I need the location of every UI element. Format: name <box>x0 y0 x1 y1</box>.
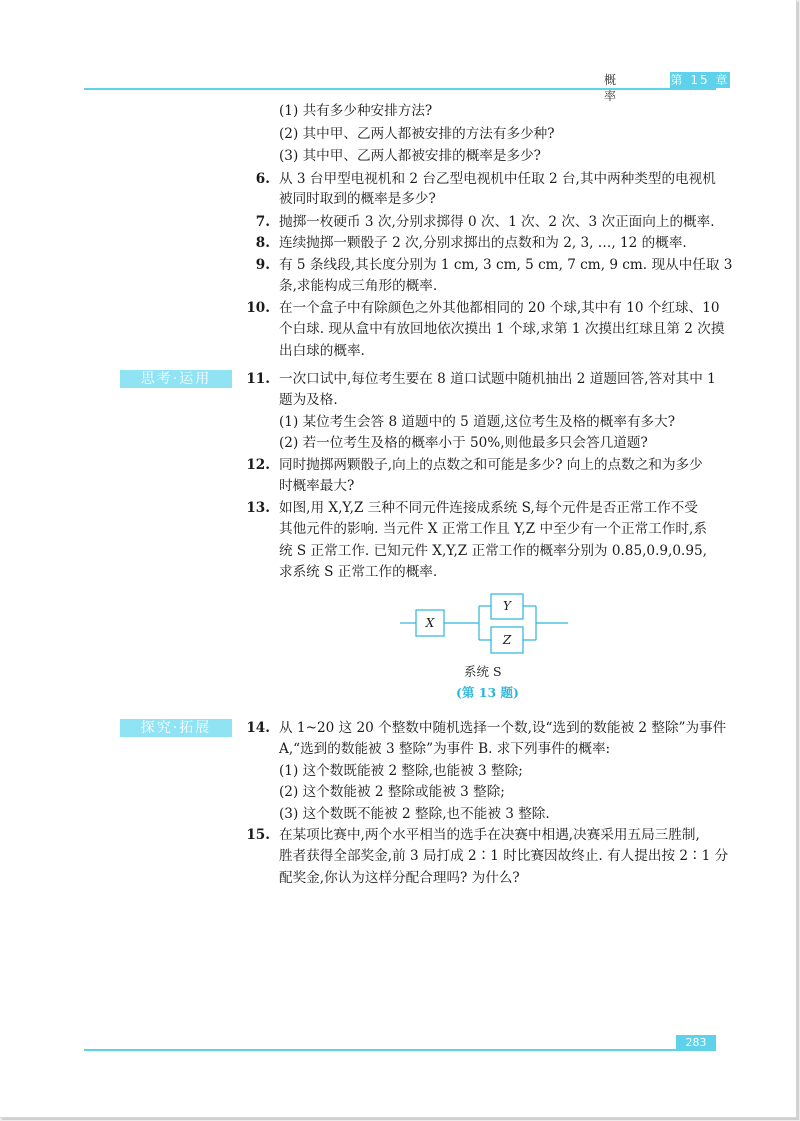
question-text: 抛掷一枚硬币 3 次,分别求掷得 0 次、1 次、2 次、3 次正面向上的概率. <box>279 214 715 230</box>
component-y-label: Y <box>503 599 511 613</box>
component-z-label: Z <box>502 633 512 647</box>
question-text: 配奖金,你认为这样分配合理吗? 为什么? <box>279 870 520 886</box>
question-text: 求系统 S 正常工作的概率. <box>279 564 438 580</box>
question-number: 12. <box>246 457 270 473</box>
question-text: 连续抛掷一颗骰子 2 次,分别求掷出的点数和为 2, 3, …, 12 的概率. <box>279 235 687 251</box>
sub-item: (1) 共有多少种安排方法? <box>279 103 433 119</box>
question-text: 出白球的概率. <box>279 343 365 359</box>
figure-label: (第 13 题) <box>456 685 519 700</box>
question-text: 在一个盒子中有除颜色之外其他都相同的 20 个球,其中有 10 个红球、10 <box>279 300 720 316</box>
running-header <box>592 72 730 103</box>
system-diagram <box>395 588 575 660</box>
question-text: 一次口试中,每位考生要在 8 道口试题中随机抽出 2 道题回答,答对其中 1 <box>279 371 716 387</box>
question-text: 有 5 条线段,其长度分别为 1 cm, 3 cm, 5 cm, 7 cm, 9 cm. 现从中任取 3 <box>279 257 733 273</box>
question-number: 6. <box>255 171 270 187</box>
sub-item: (2) 这个数能被 2 整除或能被 3 整除; <box>279 784 505 800</box>
question-text: 时概率最大? <box>279 478 355 494</box>
header-chapter: 第 15 章 <box>670 73 730 87</box>
footer-rule <box>84 1049 716 1051</box>
question-number: 10. <box>246 300 270 316</box>
header-title: 概 率 <box>592 72 670 88</box>
question-text: 个白球. 现从盒中有放回地依次摸出 1 个球,求第 1 次摸出红球且第 2 次摸 <box>279 321 725 337</box>
page-number: 283 <box>676 1035 716 1050</box>
question-number: 14. <box>246 720 270 736</box>
sub-item: (3) 其中甲、乙两人都被安排的概率是多少? <box>279 148 541 164</box>
section-tag-think: 思考·运用 <box>120 370 232 388</box>
question-text: A,“选到的数能被 3 整除”为事件 B. 求下列事件的概率: <box>279 741 611 757</box>
sub-item: (2) 若一位考生及格的概率小于 50%,则他最多只会答几道题? <box>279 435 648 451</box>
figure-caption: 系统 S <box>464 664 502 679</box>
question-text: 条,求能构成三角形的概率. <box>279 278 438 294</box>
question-text: 胜者获得全部奖金,前 3 局打成 2∶1 时比赛因故终止. 有人提出按 2∶1 分 <box>279 848 729 864</box>
question-text: 统 S 正常工作. 已知元件 X,Y,Z 正常工作的概率分别为 0.85,0.9,0.95, <box>279 543 707 559</box>
question-text: 同时抛掷两颗骰子,向上的点数之和可能是多少? 向上的点数之和为多少 <box>279 457 703 473</box>
question-text: 在某项比赛中,两个水平相当的选手在决赛中相遇,决赛采用五局三胜制, <box>279 827 700 843</box>
sub-item: (1) 这个数既能被 2 整除,也能被 3 整除; <box>279 763 523 779</box>
sub-item: (2) 其中甲、乙两人都被安排的方法有多少种? <box>279 126 555 142</box>
sub-item: (3) 这个数既不能被 2 整除,也不能被 3 整除. <box>279 806 550 822</box>
question-number: 13. <box>246 500 270 516</box>
question-number: 9. <box>255 257 270 273</box>
question-text: 其他元件的影响. 当元件 X 正常工作且 Y,Z 中至少有一个正常工作时,系 <box>279 521 707 537</box>
question-text: 从 3 台甲型电视机和 2 台乙型电视机中任取 2 台,其中两种类型的电视机 <box>279 171 716 187</box>
question-text: 如图,用 X,Y,Z 三种不同元件连接成系统 S,每个元件是否正常工作不受 <box>279 500 698 516</box>
question-text: 被同时取到的概率是多少? <box>279 191 436 207</box>
question-number: 11. <box>246 371 270 387</box>
question-number: 8. <box>255 235 270 251</box>
sub-item: (1) 某位考生会答 8 道题中的 5 道题,这位考生及格的概率有多大? <box>279 414 676 430</box>
question-text: 从 1~20 这 20 个整数中随机选择一个数,设“选到的数能被 2 整除”为事件 <box>279 720 727 736</box>
question-text: 题为及格. <box>279 392 338 408</box>
component-x-label: X <box>425 616 435 630</box>
question-number: 7. <box>255 214 270 230</box>
question-number: 15. <box>246 827 270 843</box>
section-tag-explore: 探究·拓展 <box>120 719 232 737</box>
